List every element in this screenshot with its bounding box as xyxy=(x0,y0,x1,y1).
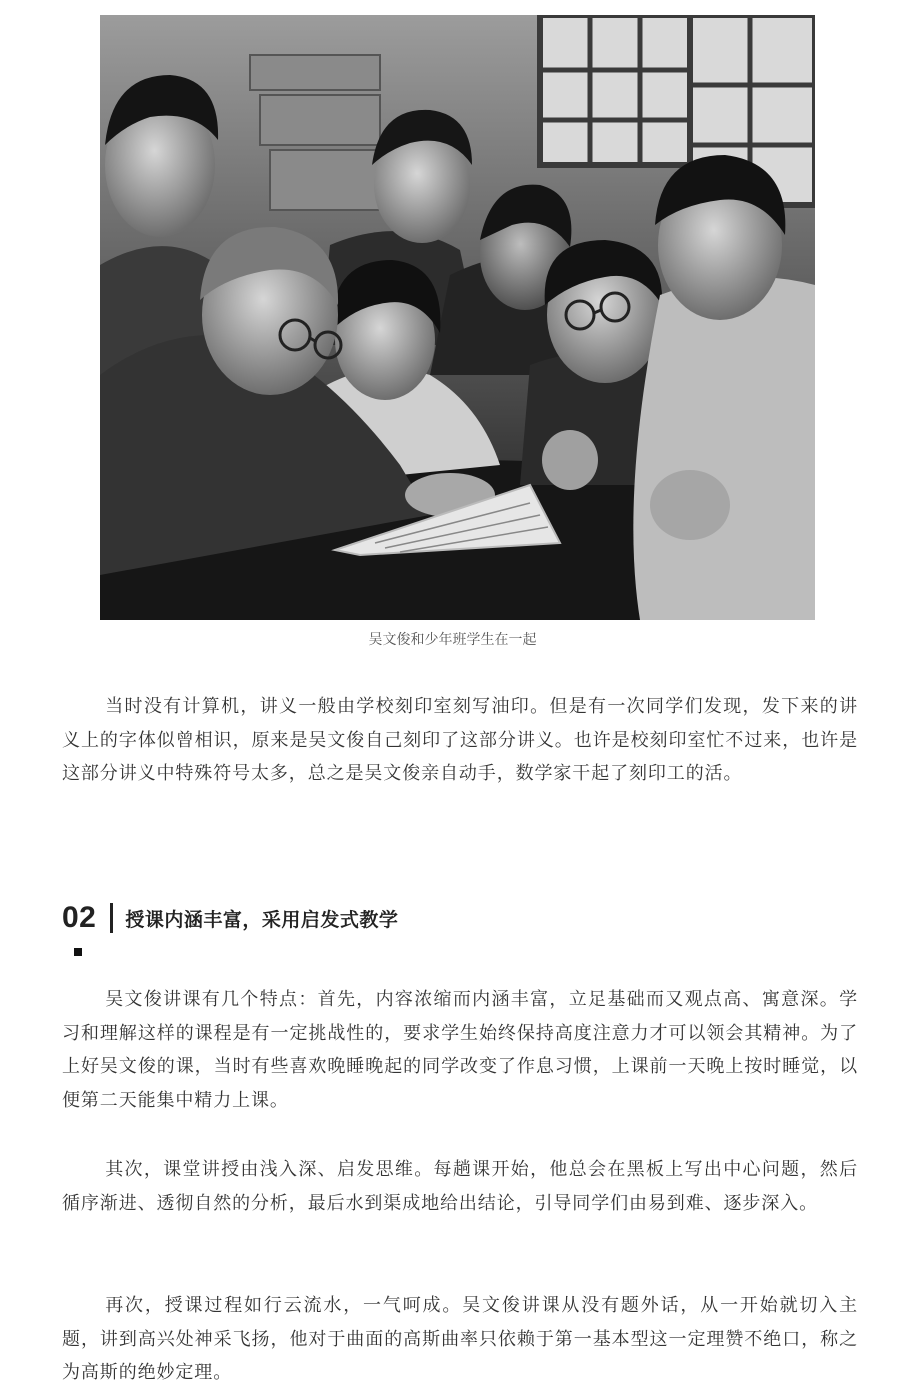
photo-caption: 吴文俊和少年班学生在一起 xyxy=(368,632,537,648)
historical-photo xyxy=(100,15,815,620)
paragraph-teaching-features: 吴文俊讲课有几个特点：首先，内容浓缩而内涵丰富，立足基础而又观点高、寓意深。学习和理解这样的课程是有一定挑战性的，要求学生始终保持高度注意力才可以领会其精神。为了上好吴文俊的课，当时有些喜欢晚睡晚起的同学改变了作息习惯，上课前一天晚上按时睡觉，以便第二天能集中精力上课。 xyxy=(62,989,858,1111)
section-divider-bar xyxy=(110,903,113,933)
section-title: 授课内涵丰富，采用启发式教学 xyxy=(125,908,399,931)
section-heading xyxy=(62,898,398,938)
section-square-marker xyxy=(74,948,82,956)
section-number: 02 xyxy=(62,901,97,934)
photo-illustration xyxy=(100,15,815,620)
paragraph-third-feature: 再次，授课过程如行云流水，一气呵成。吴文俊讲课从没有题外话，从一开始就切入主题，讲到高兴处神采飞扬，他对于曲面的高斯曲率只依赖于第一基本型这一定理赞不绝口，称之为高斯的绝妙定理。 xyxy=(62,1295,858,1383)
paragraph-lecture-notes: 当时没有计算机，讲义一般由学校刻印室刻写油印。但是有一次同学们发现，发下来的讲义上的字体似曾相识，原来是吴文俊自己刻印了这部分讲义。也许是校刻印室忙不过来，也许是这部分讲义中特殊符号太多，总之是吴文俊亲自动手，数学家干起了刻印工的活。 xyxy=(62,696,858,784)
paragraph-second-feature: 其次，课堂讲授由浅入深、启发思维。每趟课开始，他总会在黑板上写出中心问题，然后循序渐进、透彻自然的分析，最后水到渠成地给出结论，引导同学们由易到难、逐步深入。 xyxy=(62,1159,858,1214)
